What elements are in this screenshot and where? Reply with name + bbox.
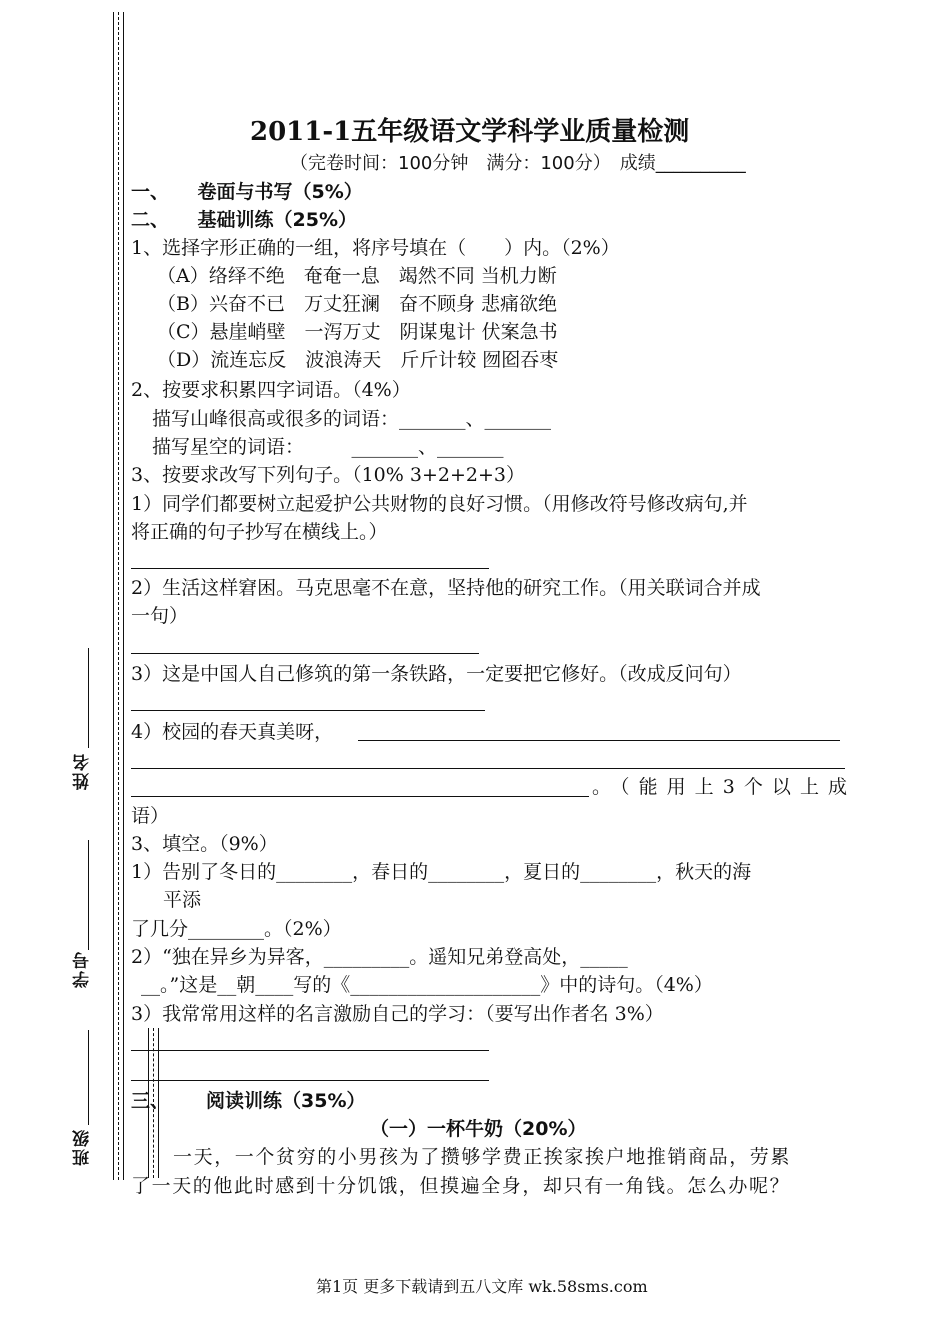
q3-part4-d: 语） — [131, 805, 170, 827]
q4-part2-a: 2）“独在异乡为异客，_________。遥知兄弟登高处，_____ — [131, 946, 628, 968]
reading-paragraph-line-1: 一天，一个贫穷的小男孩为了攒够学费正挨家挨户地推销商品，劳累 — [173, 1146, 792, 1168]
q3-part3-answer-line[interactable] — [131, 710, 485, 711]
q3-part1-answer-line[interactable] — [131, 568, 489, 569]
q1-option-b: （B）兴奋不已 万丈狂澜 奋不顾身 悲痛欲绝 — [157, 293, 558, 315]
binding-solid-line-2 — [123, 12, 124, 1180]
q1-stem: 1、选择字形正确的一组，将序号填在（ ）内。（2%） — [131, 237, 620, 259]
q4-part1-b: 平添 — [163, 889, 202, 911]
q3-part4-a: 4）校园的春天真美呀， — [131, 721, 334, 743]
q4-part2-b: __。”这是__朝____写的《____________________》中的诗句。（4%） — [141, 974, 713, 996]
q3-part3: 3）这是中国人自己修筑的第一条铁路，一定要把它修好。（改成反问句） — [131, 663, 742, 685]
q3-part2-answer-line[interactable] — [131, 653, 479, 654]
student-no-label: 学号 — [73, 950, 93, 988]
q1-option-c: （C）悬崖峭壁 一泻万丈 阴谋鬼计 伏案急书 — [157, 321, 558, 343]
class-blank[interactable] — [88, 1030, 89, 1125]
q1-option-a: （A）络绎不绝 奄奄一息 竭然不同 当机力断 — [157, 265, 557, 287]
section-1-heading: 一、 卷面与书写（5%） — [131, 181, 363, 203]
q3-part1-a: 1）同学们都要树立起爱护公共财物的良好习惯。（用修改符号修改病句,并 — [131, 493, 748, 515]
q3-part2-b: 一句） — [131, 605, 189, 627]
q2-line-starry-sky: 描写星空的词语： _______、_______ — [152, 436, 504, 458]
page-footer: 第1页 更多下载请到五八文库 wk.58sms.com — [316, 1277, 648, 1296]
q2-stem: 2、按要求积累四字词语。（4%） — [131, 379, 411, 401]
section-3-number: 三、 — [131, 1090, 170, 1112]
q3-part4-answer-line-3[interactable] — [131, 796, 589, 797]
reading-title: （一）一杯牛奶（20%） — [370, 1118, 587, 1140]
exam-info: （完卷时间：100分钟 满分：100分） 成绩__________ — [290, 153, 746, 174]
section-2-heading: 二、 基础训练（25%） — [131, 209, 357, 231]
q3-part4-c: 。（能用上3个以上成 — [592, 776, 847, 798]
binding-dashed-line — [118, 12, 119, 1180]
binding-solid-line — [113, 12, 114, 1180]
q4-part1-a: 1）告别了冬日的________，春日的________，夏日的________，秋天的海 — [131, 861, 752, 883]
name-label: 姓名 — [73, 752, 93, 790]
q4-part1-c: 了几分________。（2%） — [131, 918, 342, 940]
q3-stem: 3、按要求改写下列句子。（10% 3+2+2+3） — [131, 464, 525, 486]
q3-part4-answer-line-2[interactable] — [131, 768, 845, 769]
student-no-blank[interactable] — [88, 840, 89, 950]
q4-part3-answer-line-2[interactable] — [131, 1080, 489, 1081]
reading-paragraph-line-2: 了一天的他此时感到十分饥饿，但摸遍全身，却只有一角钱。怎么办呢？ — [131, 1175, 791, 1197]
name-blank[interactable] — [88, 648, 89, 748]
q3-part4-answer-line-1[interactable] — [358, 740, 840, 741]
q4-part3-answer-line-1[interactable] — [131, 1050, 489, 1051]
q1-option-d: （D）流连忘反 波浪涛天 斤斤计较 囫囵吞枣 — [157, 349, 559, 371]
q2-line-mountain: 描写山峰很高或很多的词语：_______、_______ — [152, 408, 552, 430]
q4-part3: 3）我常常用这样的名言激励自己的学习：（要写出作者名 3%） — [131, 1003, 664, 1025]
page-title: 2011-1五年级语文学科学业质量检测 — [250, 117, 690, 147]
section-3-heading: 阅读训练（35%） — [206, 1090, 366, 1112]
class-label: 班级 — [73, 1128, 93, 1166]
q3-part2-a: 2）生活这样窘困。马克思毫不在意，坚持他的研究工作。（用关联词合并成 — [131, 577, 761, 599]
q3-part1-b: 将正确的句子抄写在横线上。） — [131, 521, 388, 543]
q4-stem: 3、填空。（9%） — [131, 833, 278, 855]
